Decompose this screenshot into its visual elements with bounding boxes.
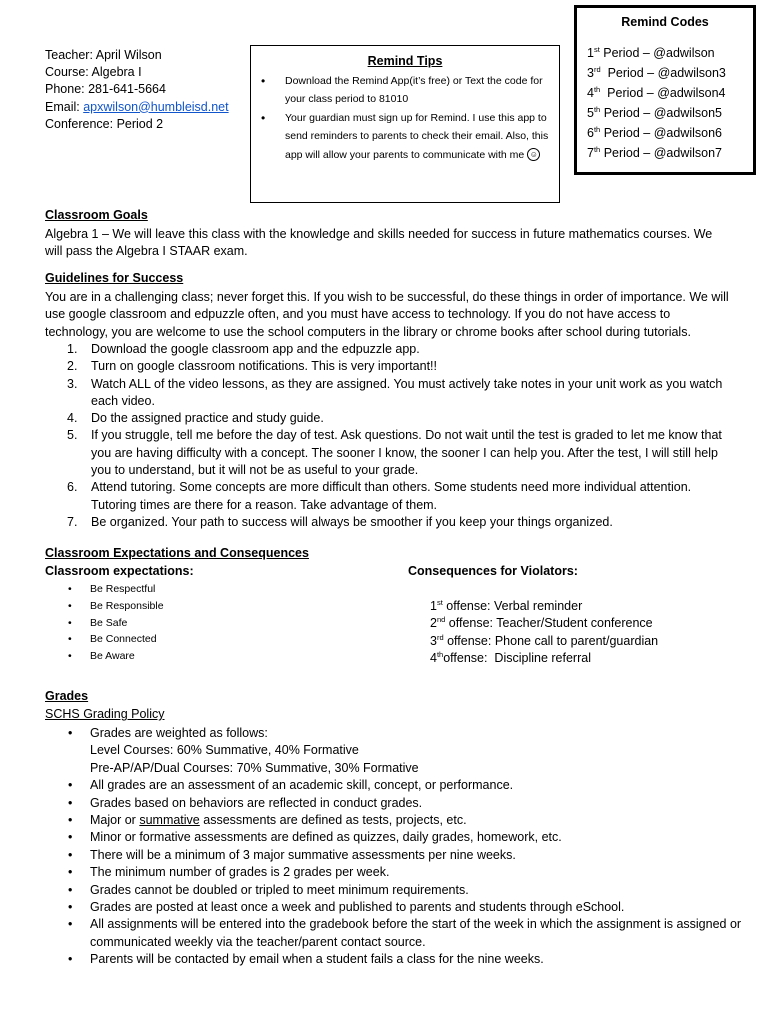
- remind-tip-item: • Download the Remind App(it’s free) or Text the code for your class period to 81010: [285, 72, 549, 109]
- remind-code-item: 1st Period – @adwilson: [587, 44, 715, 60]
- grade-item: • Minor or formative assessments are defined as quizzes, daily grades, homework, etc.: [45, 829, 745, 846]
- guideline-item: 1. Download the google classroom app and the edpuzzle app.: [67, 342, 420, 356]
- guideline-item: 6. Attend tutoring. Some concepts are more difficult than others. Some students need more individual attention. Tutoring times are there for a reason. Take advantage of them.: [67, 480, 692, 512]
- remind-code-item: 3rd Period – @adwilson3: [587, 64, 726, 80]
- consequence-item: 2nd offense: Teacher/Student conference: [430, 615, 653, 631]
- teacher-info: [45, 47, 229, 133]
- grades-heading: Grades: [45, 689, 89, 703]
- guideline-item: 5. If you struggle, tell me before the day of test. Ask questions. Do not wait until the test is graded to let me know that you are having difficulty with a concept. The sooner I know, the sooner I can help you. After the test, I will still help you to understand, but it will not be as useful to your grade.: [67, 428, 722, 478]
- grade-item: • Grades are weighted as follows: Level Courses: 60% Summative, 40% Formative Pre-AP/AP/Dual Courses: 70% Summative, 30% Formative: [45, 725, 745, 777]
- expectation-item: • Be Safe: [45, 615, 345, 632]
- course-name: Course: Algebra I: [45, 65, 142, 80]
- remind-code-item: 7th Period – @adwilson7: [587, 144, 723, 160]
- remind-tips-box: [250, 45, 560, 203]
- guideline-item: 4. Do the assigned practice and study guide.: [67, 411, 324, 426]
- remind-tips-list: [251, 72, 559, 164]
- consequences-list: [430, 598, 658, 667]
- grade-item: • Grades are posted at least once a week and published to parents and students through eSchool.: [45, 899, 745, 916]
- expectation-item: • Be Responsible: [45, 598, 345, 615]
- consequence-item: 1st offense: Verbal reminder: [430, 597, 583, 613]
- smiley-icon: ☺: [527, 148, 540, 161]
- expectations-heading: Classroom Expectations and Consequences: [45, 546, 309, 560]
- grade-item: • Grades cannot be doubled or tripled to meet minimum requirements.: [45, 882, 745, 899]
- remind-code-item: 4th Period – @adwilson4: [587, 84, 726, 100]
- consequence-item: 4thoffense: Discipline referral: [430, 649, 591, 665]
- guideline-item: 3. Watch ALL of the video lessons, as they are assigned. You must actively take notes in your unit work as you watch each video.: [67, 376, 723, 408]
- grade-item: • Major or summative assessments are defined as tests, projects, etc.: [45, 812, 745, 829]
- teacher-name: Teacher: April Wilson: [45, 48, 162, 62]
- expectation-item: • Be Aware: [45, 648, 345, 665]
- goals-text: Algebra 1 – We will leave this class with the knowledge and skills needed for success in future mathematics courses. We will pass the Algebra I STAAR exam.: [45, 227, 713, 259]
- expectation-item: • Be Connected: [45, 631, 345, 648]
- email-link[interactable]: apxwilson@humbleisd.net: [83, 99, 229, 114]
- expectation-item: • Be Respectful: [45, 581, 345, 598]
- remind-tips-title: Remind Tips: [367, 54, 443, 68]
- consequence-item: 3rd offense: Phone call to parent/guardian: [430, 632, 659, 648]
- remind-tip-item: • Your guardian must sign up for Remind. I use this app to send reminders to parents to check their email. Also, this app will allow your parents to communicate with me ☺: [285, 109, 549, 164]
- guideline-item: 7. Be organized. Your path to success will always be smoother if you keep your things organized.: [67, 514, 613, 529]
- remind-codes-box: [574, 5, 756, 175]
- grade-item: • All grades are an assessment of an academic skill, concept, or performance.: [45, 777, 745, 794]
- remind-codes-list: [587, 43, 753, 163]
- goals-heading: Classroom Goals: [45, 208, 148, 222]
- grade-item: • The minimum number of grades is 2 grades per week.: [45, 864, 745, 881]
- guidelines-intro: You are in a challenging class; never forget this. If you wish to be successful, do these things in order of importance. We will use google classroom and edpuzzle often, and you must have access to technology. If you do not have access to technology, you are welcome to use the school computers in the library or chrome books after school during tutorials.: [45, 290, 729, 339]
- guideline-item: 2. Turn on google classroom notifications. This is very important!!: [67, 359, 437, 374]
- expectations-subheading: Classroom expectations:: [45, 564, 194, 578]
- remind-code-item: 6th Period – @adwilson6: [587, 124, 723, 140]
- grading-policy-subheading: SCHS Grading Policy: [45, 707, 165, 721]
- consequences-subheading: Consequences for Violators:: [408, 564, 578, 578]
- teacher-phone: Phone: 281-641-5664: [45, 82, 166, 97]
- teacher-email: Email: apxwilson@humbleisd.net: [45, 99, 229, 114]
- guidelines-heading: Guidelines for Success: [45, 271, 184, 285]
- grade-item: • Parents will be contacted by email when a student fails a class for the nine weeks.: [45, 951, 745, 968]
- expectations-list: [45, 581, 345, 665]
- remind-codes-title: Remind Codes: [621, 15, 709, 29]
- grade-item: • All assignments will be entered into the gradebook before the start of the week in which the assignment is assigned or communicated weekly via the teacher/parent contact source.: [45, 916, 745, 951]
- conference-period: Conference: Period 2: [45, 116, 164, 131]
- grade-item: • There will be a minimum of 3 major summative assessments per nine weeks.: [45, 847, 745, 864]
- grade-item: • Grades based on behaviors are reflected in conduct grades.: [45, 795, 745, 812]
- grades-list: [45, 725, 745, 969]
- guidelines-list: [45, 341, 735, 531]
- remind-code-item: 5th Period – @adwilson5: [587, 104, 723, 120]
